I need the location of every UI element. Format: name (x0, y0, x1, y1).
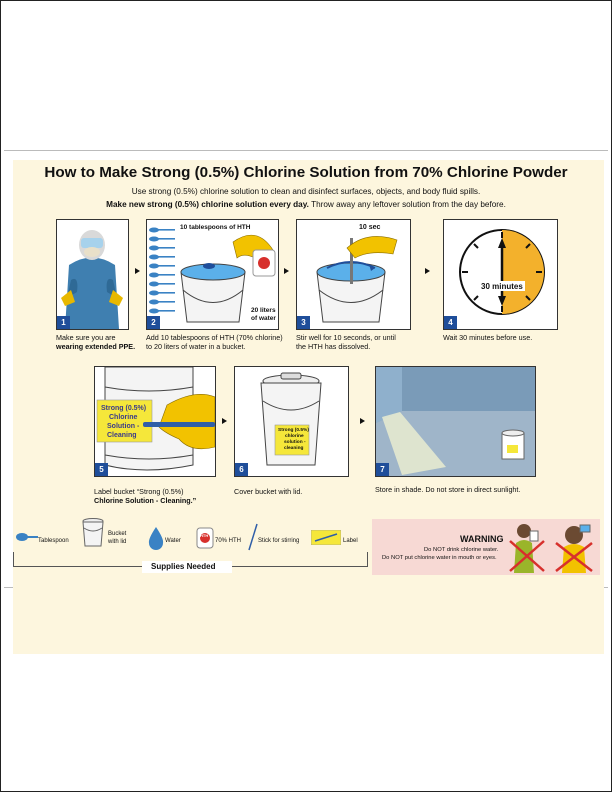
supply-label-bucket: Bucket with lid (108, 531, 127, 545)
stirring-stick-icon (247, 523, 259, 551)
arrow-2-3 (284, 268, 289, 274)
step-2-caption-b: to 20 liters of water in a bucket. (146, 342, 246, 351)
step-3-panel (296, 219, 411, 330)
step-2-panel (146, 219, 279, 330)
instruction-rest: Throw away any leftover solution from the day before. (308, 200, 506, 209)
step-6-number: 6 (235, 463, 248, 476)
step-6-panel (234, 366, 349, 477)
step-3-label-time: 10 sec (359, 224, 381, 231)
step-1-caption-b: wearing extended PPE. (56, 342, 136, 351)
step-6-card-line-3: solution - (284, 440, 306, 445)
step-2-label-spoons: 10 tablespoons of HTH (180, 224, 251, 231)
step-5-card-line-2: Chlorine (109, 414, 138, 421)
step-3-caption-b: the HTH has dissolved. (296, 342, 371, 351)
poster-title: How to Make Strong (0.5%) Chlorine Solution from 70% Chlorine Powder (44, 164, 568, 181)
storage-room-illustration (376, 367, 535, 476)
instruction-bold: Make new strong (0.5%) chlorine solution every day. (106, 200, 309, 209)
step-5-card-line-3: Solution - (107, 423, 140, 430)
step-4-caption-a: Wait 30 minutes before use. (443, 333, 533, 342)
step-2-number: 2 (147, 316, 160, 329)
warning-line-1: Do NOT drink chlorine water. (424, 547, 499, 553)
health-worker-ppe-illustration (57, 220, 128, 329)
tablespoon-icon (16, 531, 38, 543)
supply-label-label: Label (343, 538, 358, 544)
step-2-label-liters-b: of water (251, 315, 276, 322)
step-6-card-line-4: cleaning (284, 446, 304, 451)
supply-label-stick: Stick for stirring (258, 538, 300, 544)
step-1-caption-a: Make sure you are (56, 333, 116, 342)
step-5-card-line-4: Cleaning (107, 432, 137, 439)
stirring-bucket-illustration (297, 220, 410, 329)
hth-container-icon (196, 527, 214, 549)
step-1-number: 1 (57, 316, 70, 329)
step-7-caption-a: Store in shade. Do not store in direct sunlight. (375, 485, 521, 494)
step-7-panel (375, 366, 536, 477)
clock-icon (444, 220, 557, 329)
arrow-6-7 (360, 418, 365, 424)
step-7-number: 7 (376, 463, 389, 476)
water-drop-icon (148, 527, 164, 551)
step-1-panel (56, 219, 129, 330)
warning-heading: WARNING (460, 534, 504, 544)
step-5-card-line-1: Strong (0.5%) (101, 405, 147, 412)
step-5-caption-a: Label bucket “Strong (0.5%) (94, 487, 184, 496)
poster-subtitle: Use strong (0.5%) chlorine solution to clean and disinfect surfaces, objects, and body fluid spills. (131, 187, 481, 196)
warning-line-2: Do NOT put chlorine water in mouth or eyes. (382, 555, 497, 561)
no-drinking-icon (508, 521, 546, 573)
supply-label-water: Water (165, 538, 181, 544)
step-5-caption-b: Chlorine Solution - Cleaning.” (94, 496, 197, 505)
step-5-number: 5 (95, 463, 108, 476)
label-icon (311, 530, 341, 545)
poster-instruction (0, 200, 612, 209)
warning-box (372, 519, 600, 575)
arrow-5-6 (222, 418, 227, 424)
step-4-number: 4 (444, 316, 457, 329)
supplies-heading: Supplies Needed (151, 562, 216, 571)
step-2-caption-a: Add 10 tablespoons of HTH (70% chlorine) (146, 333, 283, 342)
step-5-panel (94, 366, 216, 477)
arrow-3-4 (425, 268, 430, 274)
step-3-number: 3 (297, 316, 310, 329)
supply-label-hth: 70% HTH (215, 538, 242, 544)
step-6-card-line-2: chlorine (285, 434, 304, 439)
hth-badge: HTH (200, 533, 209, 538)
covered-bucket-illustration (235, 367, 348, 476)
step-6-card-line-1: Strong (0.5%) (278, 428, 309, 433)
no-eyes-icon (552, 521, 596, 573)
step-4-panel (443, 219, 558, 330)
bucket-with-lid-icon (81, 518, 105, 548)
step-3-caption-a: Stir well for 10 seconds, or until (296, 333, 396, 342)
step-4-label-clock: 30 minutes (481, 282, 523, 291)
supply-label-tablespoon: Tablespoon (38, 538, 69, 544)
tablespoons-icon (149, 228, 175, 314)
step-6-caption-a: Cover bucket with lid. (234, 487, 303, 496)
step-2-label-liters-a: 20 liters (251, 307, 276, 314)
arrow-1-2 (135, 268, 140, 274)
